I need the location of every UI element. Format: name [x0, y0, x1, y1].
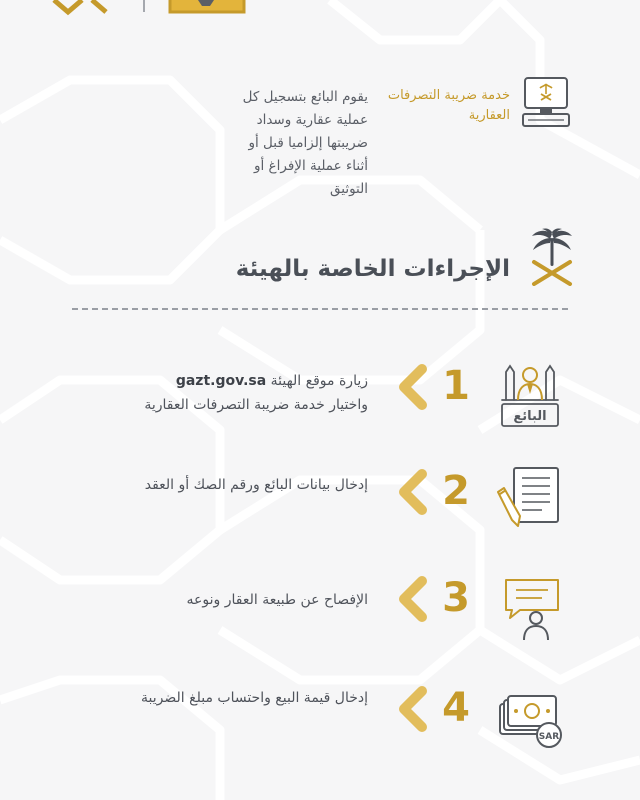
service-label: خدمة ضريبة التصرفات العقارية [387, 88, 510, 123]
palm-swords-emblem-icon [528, 228, 576, 286]
step-number-2: 2 [442, 468, 470, 514]
chevron-left-icon [394, 363, 430, 411]
document-pen-icon [496, 464, 564, 532]
step-text-3: الإفصاح عن طبيعة العقار ونوعه [186, 592, 368, 608]
section-title: الإجراءات الخاصة بالهيئة [235, 256, 510, 282]
person-speech-icon [496, 574, 564, 642]
top-logo-strip [40, 0, 260, 20]
step-number-1: 1 [442, 363, 470, 409]
chevron-left-icon [394, 575, 430, 623]
service-description: يقوم البائع بتسجيل كل عملية عقارية وسداد ضريبتها إلزاميا قبل أو أثناء عملية الإفراغ أو التوثيق [242, 89, 368, 197]
step-number-3: 3 [442, 575, 470, 621]
seller-icon [496, 360, 564, 428]
step-text-4: إدخال قيمة البيع واحتساب مبلغ الضريبة [141, 690, 368, 706]
step-text-1 [140, 369, 368, 417]
money-sar-icon [496, 684, 564, 752]
sar-label: SAR [538, 732, 560, 742]
chevron-left-icon [394, 468, 430, 516]
step-text-1-after: واختيار خدمة ضريبة التصرفات العقارية [144, 397, 368, 413]
computer-emblem-icon [522, 76, 570, 128]
section-divider [72, 308, 568, 310]
gazt-link[interactable]: gazt.gov.sa [175, 373, 267, 389]
seller-icon-label: البائع [513, 409, 547, 424]
chevron-left-icon [394, 685, 430, 733]
step-text-1-before: زيارة موقع الهيئة [266, 373, 368, 389]
step-number-4: 4 [442, 685, 470, 731]
step-text-2: إدخال بيانات البائع ورقم الصك أو العقد [144, 477, 368, 493]
